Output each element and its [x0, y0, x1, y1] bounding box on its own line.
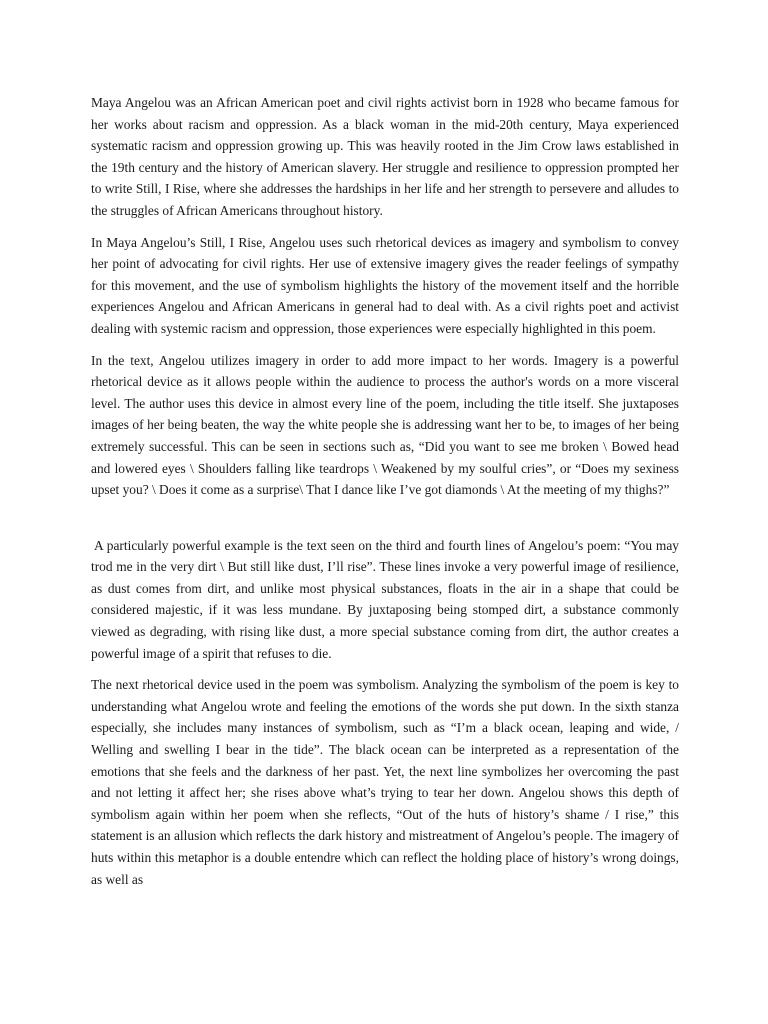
paragraph-thesis: In Maya Angelou’s Still, I Rise, Angelou uses such rhetorical devices as imagery and symbolism to convey her point of advocating for civil rights. Her use of extensive imagery gives the reader feelings of sympathy for this movement, and the use of symbolism highlights the history of the movement itself and the horrible experiences Angelou and African Americans in general had to deal with. As a civil rights poet and activist dealing with systemic racism and oppression, those experiences were especially highlighted in this poem.	[91, 234, 679, 336]
paragraph-intro: Maya Angelou was an African American poet and civil rights activist born in 1928 who became famous for her works about racism and oppression. As a black woman in the mid-20th century, Maya experienced systematic racism and oppression growing up. This was heavily rooted in the Jim Crow laws established in the 19th century and the history of American slavery. Her struggle and resilience to oppression prompted her to write Still, I Rise, where she addresses the hardships in her life and her strength to persevere and alludes to the struggles of African Americans throughout history.	[91, 95, 679, 218]
paragraph-symbolism: The next rhetorical device used in the poem was symbolism. Analyzing the symbolism of the poem is key to understanding what Angelou wrote and feeling the emotions of the words she put down. In the sixth stanza especially, she includes many instances of symbolism, such as “I’m a black ocean, leaping and wide, / Welling and swelling I bear in the tide”. The black ocean can be interpreted as a representation of the emotions that she feels and the darkness of her past. Yet, the next line symbolizes her overcoming the past and not letting it affect her; she rises above what’s trying to tear her down. Angelou shows this depth of symbolism again within her poem when she reflects, “Out of the huts of history’s shame / I rise,” this statement is an allusion which reflects the dark history and mistreatment of Angelou’s people. The imagery of huts within this metaphor is a double entendre which can reflect the holding place of history’s wrong doings, as well as	[91, 677, 679, 887]
paragraph-imagery: In the text, Angelou utilizes imagery in order to add more impact to her words. Imagery is a powerful rhetorical device as it allows people within the audience to process the author's words on a more visceral level. The author uses this device in almost every line of the poem, including the title itself. She juxtaposes images of her being beaten, the way the white people she is addressing want her to be, to images of her being extremely successful. This can be seen in sections such as, “Did you want to see me broken \ Bowed head and lowered eyes \ Shoulders falling like teardrops \ Weakened by my soulful cries”, or “Does my sexiness upset you? \ Does it come as a surprise\ That I dance like I’ve got diamonds \ At the meeting of my thighs?”	[91, 352, 679, 498]
paragraph-dust-example: A particularly powerful example is the text seen on the third and fourth lines of Angelou’s poem: “You may trod me in the very dirt \ But still like dust, I’ll rise”. These lines invoke a very powerful image of resilience, as dust comes from dirt, and unlike most physical substances, floats in the air in a shape that could be considered majestic, if it was less mundane. By juxtaposing being stomped dirt, a substance commonly viewed as degrading, with rising like dust, a more special substance coming from dirt, the author creates a powerful image of a spirit that refuses to die.	[91, 537, 679, 661]
essay-body	[91, 92, 679, 900]
